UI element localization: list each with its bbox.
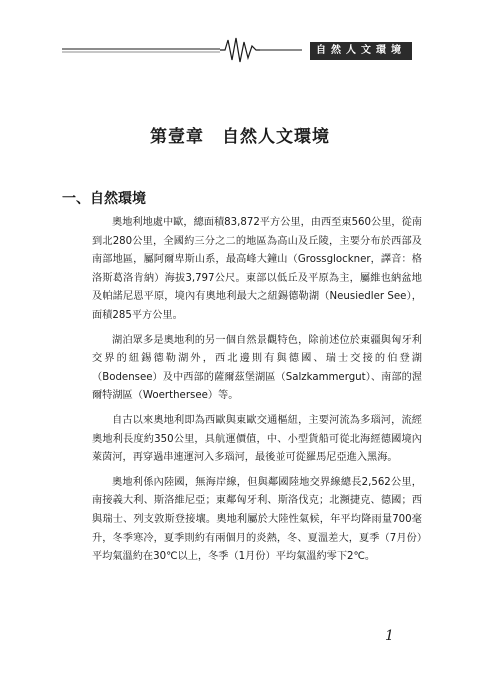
- page-number: 1: [385, 628, 394, 644]
- body-text: [92, 214, 422, 573]
- paragraph: 湖泊眾多是奧地利的另一個自然景觀特色，除前述位於東疆與匈牙利交界的紐錫德勒湖外，西北邊則有與德國、瑞士交接的伯登湖（Bodensee）及中西部的薩爾茲堡湖區（Salzkammergut）、南部的渥爾特湖區（Woerthersee）等。: [92, 334, 422, 402]
- paragraph: 奧地利地處中歐，總面積83,872平方公里，由西至東560公里，從南到北280公里，全國約三分之二的地區為高山及丘陵，主要分布於西部及南部地區，屬阿爾卑斯山系，最高峰大鐘山（Grossglockner，譯音：格洛斯葛洛肯納）海拔3,797公尺。東部以低丘及平原為主，屬維也納盆地及帕諾尼恩平原，境內有奧地利最大之紐錫德勒湖（Neusiedler See），面積285平方公里。: [92, 217, 422, 321]
- chapter-title: 第壹章 自然人文環境: [150, 127, 330, 147]
- header-section-label: 自然人文環境: [310, 42, 412, 60]
- section-heading: 一、自然環境: [62, 191, 146, 207]
- running-header: [62, 36, 420, 66]
- paragraph: 奧地利係內陸國，無海岸線，但與鄰國陸地交界線總長2,562公里，南接義大利、斯洛維尼亞；東鄰匈牙利、斯洛伐克；北瀕捷克、德國；西與瑞士、列支敦斯登接壤。奧地利屬於大陸性氣候，年平均降雨量700毫升，冬季寒冷，夏季則約有兩個月的炎熱，冬、夏溫差大，夏季（7月份）平均氣溫約在30℃以上，冬季（1月份）平均氣溫約零下2℃。: [92, 476, 422, 563]
- paragraph: 自古以來奧地利即為西歐與東歐交通樞紐，主要河流為多瑙河，流經奧地利長度約350公里，具航運價值，中、小型貨船可從北海經德國境內萊茵河，再穿過串連運河入多瑙河，最後並可從羅馬尼亞進入黑海。: [92, 414, 422, 464]
